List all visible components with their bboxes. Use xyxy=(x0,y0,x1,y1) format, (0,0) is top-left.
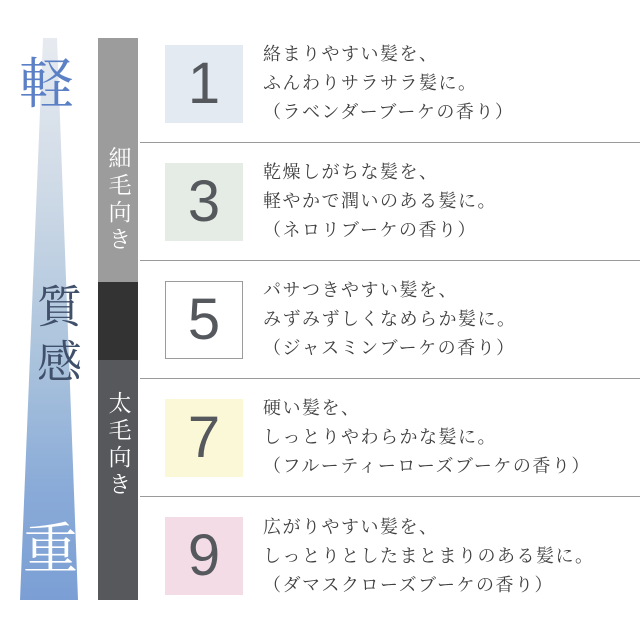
middle-transition-segment xyxy=(98,282,138,360)
level-number: 3 xyxy=(187,168,221,234)
description-line: しっとりやわらかな髪に。 xyxy=(263,427,497,447)
level-row-9 xyxy=(140,497,640,615)
level-number-box xyxy=(165,517,243,595)
level-number: 9 xyxy=(187,523,221,588)
scale-texture-label: 質感 xyxy=(30,283,81,393)
fine-hair-segment xyxy=(98,38,138,282)
level-row-1 xyxy=(140,25,640,143)
description-line: みずみずしくなめらか髪に。 xyxy=(263,309,517,329)
description-line: しっとりとしたまとまりのある髪に。 xyxy=(263,545,595,566)
description-line: パサつきやすい髪を、 xyxy=(263,280,458,300)
level-number: 5 xyxy=(187,286,221,352)
level-description xyxy=(263,158,497,245)
level-number-box xyxy=(165,163,243,241)
level-number-box xyxy=(165,281,243,359)
description-line: 軽やかで潤いのある髪に。 xyxy=(263,191,497,211)
level-number-box xyxy=(165,45,243,123)
product-levels-list xyxy=(140,25,640,615)
scale-light-label: 軽 xyxy=(19,53,75,115)
thick-hair-label: 太毛向き xyxy=(105,391,132,499)
thick-hair-segment xyxy=(98,360,138,600)
fragrance-line: （ジャスミンブーケの香り） xyxy=(263,338,516,358)
level-description xyxy=(263,40,514,127)
fragrance-line: （ネロリブーケの香り） xyxy=(263,220,477,240)
level-description xyxy=(263,394,591,481)
hair-type-bar xyxy=(98,38,138,600)
level-row-3 xyxy=(140,143,640,261)
fragrance-line: （フルーティーローズブーケの香り） xyxy=(263,456,591,476)
description-line: ふんわりサラサラ髪に。 xyxy=(263,73,478,93)
description-line: 硬い髪を、 xyxy=(263,398,361,418)
level-row-7 xyxy=(140,379,640,497)
fine-hair-label: 細毛向き xyxy=(105,146,132,254)
fragrance-line: （ラベンダーブーケの香り） xyxy=(263,102,515,122)
level-number: 1 xyxy=(187,50,221,116)
level-number-box xyxy=(165,399,243,477)
level-row-5 xyxy=(140,261,640,379)
level-description xyxy=(263,513,595,600)
description-line: 広がりやすい髪を、 xyxy=(263,516,439,537)
level-description xyxy=(263,276,517,363)
level-number: 7 xyxy=(187,404,221,470)
scale-heavy-label: 重 xyxy=(23,518,79,580)
description-line: 乾燥しがちな髪を、 xyxy=(263,162,439,182)
fragrance-line: （ダマスクローズブーケの香り） xyxy=(263,574,555,595)
description-line: 絡まりやすい髪を、 xyxy=(263,44,439,64)
